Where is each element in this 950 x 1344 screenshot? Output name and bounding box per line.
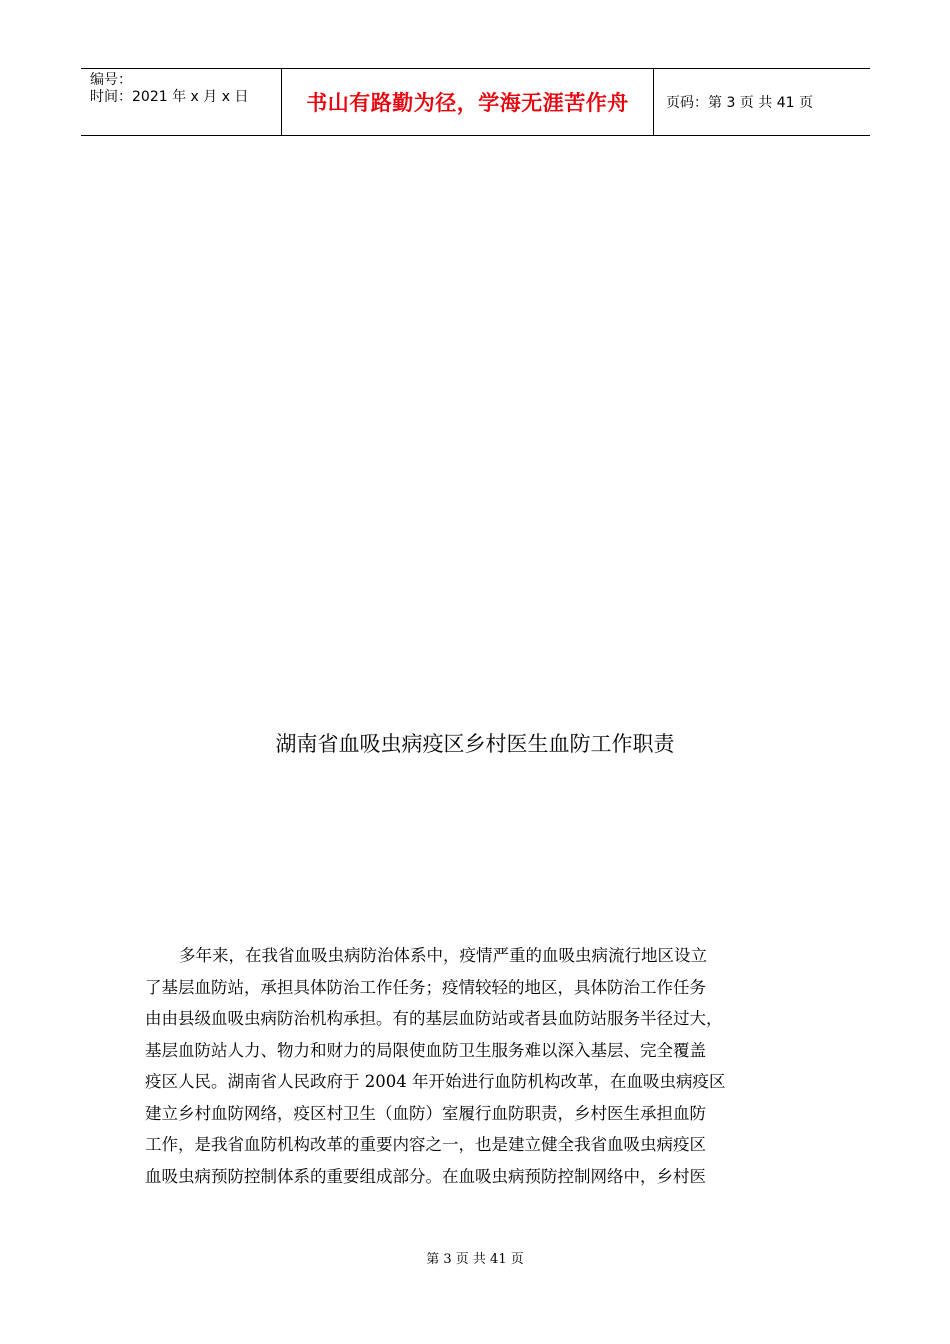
paragraph-line: 工作，是我省血防机构改革的重要内容之一，也是建立健全我省血吸虫病疫区: [145, 1135, 706, 1154]
motto-text: 书山有路勤为径，学海无涯苦作舟: [306, 91, 629, 115]
paragraph-line: 血吸虫病预防控制体系的重要组成部分。在血吸虫病预防控制网络中，乡村医: [145, 1166, 706, 1186]
time-label: 时间：2021 年 x 月 x 日: [90, 89, 249, 105]
paragraph-line: 基层血防站人力、物力和财力的局限使血防卫生服务难以深入基层、完全覆盖: [145, 1040, 706, 1060]
header-meta: [81, 69, 281, 135]
paragraph-line: 了基层血防站，承担具体防治工作任务；疫情较轻的地区，具体防治工作任务: [145, 977, 706, 997]
paragraph-line: 由由县级血吸虫病防治机构承担。有的基层血防站或者县血防站服务半径过大，: [145, 1009, 723, 1028]
body-paragraph: [145, 940, 815, 1192]
paragraph-line: 建立乡村血防网络，疫区村卫生（血防）室履行血防职责，乡村医生承担血防: [145, 1103, 706, 1123]
document-title: 湖南省血吸虫病疫区乡村医生血防工作职责: [275, 732, 675, 756]
page-number-label: 页码：第 3 页 共 41 页: [666, 95, 813, 111]
number-label: 编号：: [90, 72, 132, 88]
header-motto-cell: [281, 69, 654, 135]
paragraph-line: 多年来，在我省血吸虫病防治体系中，疫情严重的血吸虫病流行地区设立: [179, 946, 707, 965]
page-footer: 第 3 页 共 41 页: [426, 1252, 524, 1267]
paragraph-line: 疫区人民。湖南省人民政府于 2004 年开始进行血防机构改革，在血吸虫病疫区: [145, 1072, 726, 1091]
page-header: [81, 68, 870, 136]
header-page-info: [654, 69, 870, 135]
